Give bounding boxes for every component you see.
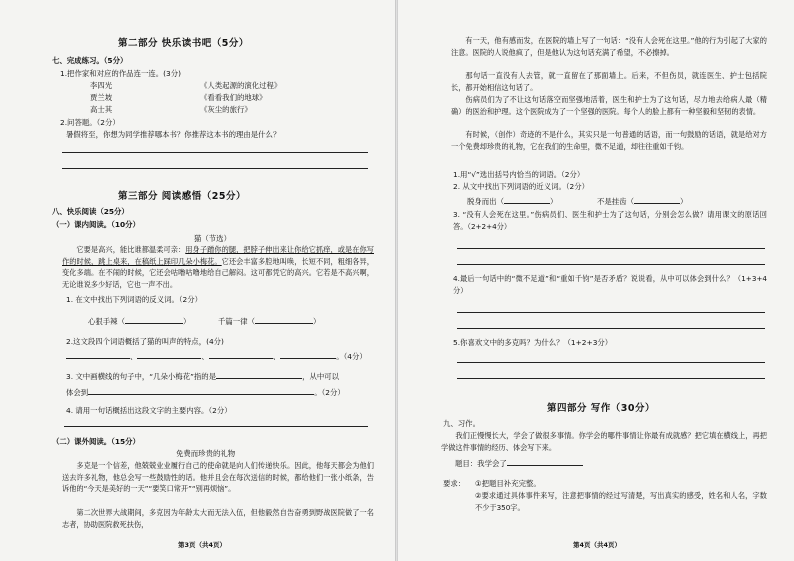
- answer-line: [457, 312, 765, 313]
- q9-topic-blank[interactable]: [507, 457, 583, 466]
- rq4: 4.最后一句话中的“微不足道”和“重如千钧”是否矛盾？说说看，从中可以体会到什么？（1+3+4分）: [453, 274, 767, 295]
- rq2: 2. 从文中找出下列词语的近义词。（2分）: [453, 182, 590, 191]
- page-footer: 第4页（共4页）: [573, 541, 622, 549]
- answer-line: [457, 362, 765, 363]
- page-4: [397, 0, 794, 561]
- q1: 1. 在文中找出下列词语的反义词。（2分）: [66, 295, 203, 304]
- part3-heading: 第三部分 阅读感悟（25分）: [118, 191, 247, 202]
- answer-line: [457, 264, 765, 265]
- part4-heading: 第四部分 写作（30分）: [547, 403, 656, 414]
- author-3: 高士其: [90, 105, 113, 114]
- req-2: ②要求通过具体事件来写，注意把事情的经过写清楚，写出真实的感受，姓名和人名，字数不少于350字。: [475, 491, 767, 512]
- q2-blanks: 、 、 、 。（4分）: [66, 350, 367, 362]
- answer-line: [457, 248, 765, 249]
- q7-title: 七、完成练习。（5分）: [52, 56, 128, 65]
- passage-p2: 那句话一直没有人去管，就一直留在了那面墙上。后来，不但伤员，就连医生、护士包括院长，都开始相信这句话了。: [451, 71, 767, 92]
- rq5: 5.你喜欢文中的多克吗？为什么？（1+2+3分）: [453, 338, 613, 347]
- q3-blank-2[interactable]: [88, 386, 314, 395]
- passage2-p2: 第二次世界大战期间，多克因为年龄太大而无法入伍，但他毅然自告奋勇到野战医院做了一名志者，协助医院救死扶伤，: [62, 508, 374, 529]
- work-2: 《看看我们的地球》: [200, 93, 267, 102]
- q8-title: 八、快乐阅读（25分）: [52, 207, 129, 216]
- passage2-p1: 多克是一个信差，他兢兢业业履行自己的使命就是向人们传递快乐。因此，他每天都会为他们送去许多礼物，他总会写一些鼓励性的话。他并且会在每次送信的时候，都给他们一张小纸条，告诉他的“今天是美好的一天”“要笑口常开”“别再烦恼”。: [62, 461, 374, 494]
- author-2: 贾兰坡: [90, 93, 113, 102]
- rq2-blank-1[interactable]: [504, 195, 550, 204]
- passage1: [62, 244, 374, 290]
- passage1-title: 猫（节选）: [194, 234, 231, 243]
- author-1: 李四光: [90, 81, 113, 90]
- q9-text: 我们正慢慢长大，学会了做很多事情。你学会的哪件事情让你最有成就感？把它填在横线上，再把学做这件事情的经历、体会写下来。: [441, 431, 767, 452]
- rq2-blank-2[interactable]: [634, 195, 680, 204]
- q2-blank-2[interactable]: [137, 350, 201, 359]
- q1-word-1: 心狠手辣（ ）: [88, 317, 191, 326]
- sec2-title: （二）课外阅读。（15分）: [52, 437, 140, 446]
- q4: 4. 请用一句话概括出这段文字的主要内容。（2分）: [66, 406, 232, 415]
- q1-word-2: 千篇一律（ ）: [218, 317, 321, 326]
- answer-line: [62, 152, 368, 153]
- answer-line: [457, 378, 765, 379]
- q9-topic: 题目：我学会了: [455, 457, 583, 469]
- passage-p4: 有时候，（创作）奇迹的不是什么，其实只是一句普通的话语，而一句鼓励的话语，就是给对方一个免费却珍贵的礼物，它在我们的生命里，微不足道，却往往重如千钧。: [451, 130, 767, 151]
- q3-blank-1[interactable]: [216, 370, 302, 379]
- passage1-underlined: 用身子蹭你的腿，把脖子伸出来让你给它抓痒，或是在你写作的时候，跳上桌来，在稿纸上踩印几朵小梅花。: [62, 245, 374, 266]
- answer-line: [457, 328, 765, 329]
- passage-p3: 伤病员们为了不让这句话落空而坚强地活着，医生和护士为了这句话，尽力地去给病人最（精确）的医治和护理。这个医院成为了一个坚强的医院。每个人的脸上都有一种坚毅和坚韧的表情。: [451, 95, 767, 116]
- passage-p1: 有一天，他有感而发，在医院的墙上写了一句话：“没有人会死在这里。”他的行为引起了大家的注意。医院的人说他疯了，但是他认为这句话充满了希望，不必擦掉。: [451, 36, 767, 57]
- answer-line: [64, 426, 368, 427]
- sec1-title: （一）课内阅读。（10分）: [52, 220, 140, 229]
- q1-blank-2[interactable]: [255, 315, 313, 324]
- q7-1: 1.把作家和对应的作品连一连。(3分): [60, 69, 181, 78]
- q2: 2.这文段四个词语概括了猫的叫声的特点，(4分): [66, 337, 224, 346]
- q7-2: 2.问答题。（2分）: [60, 118, 120, 127]
- part2-heading: 第二部分 快乐读书吧（5分）: [118, 38, 249, 49]
- q2-blank-1[interactable]: [66, 350, 130, 359]
- rq1: 1.用“√”选出括号内恰当的词语。（2分）: [453, 170, 585, 179]
- q9-title: 九、习作。: [443, 419, 480, 428]
- q2-blank-4[interactable]: [280, 350, 336, 359]
- work-3: 《灰尘的旅行》: [200, 105, 252, 114]
- q3: 3. 文中画横线的句子中，“几朵小梅花”指的是 ，从中可以: [66, 372, 340, 381]
- rq2-word-2: 不是挂齿（ ）: [597, 197, 688, 206]
- passage1-text-b: 它还会丰富多腔地叫唤，长短不同，粗细各异，变化多端。在不闹的时候，它还会咕噜咕噜地给自己解闷。这可都凭它的高兴。它若是不高兴啊，无论谁说多少好话，它也一声不出。: [62, 256, 374, 289]
- req-1: ①把题目补充完整。: [475, 479, 541, 488]
- rq3: 3. “没有人会死在这里。”伤病员们、医生和护士为了这句话，分别会怎么做？请用课文的原话回答。（2+2+4分）: [453, 210, 767, 231]
- answer-line: [62, 168, 368, 169]
- rq2-word-1: 脱身而出（ ）: [467, 197, 558, 206]
- q1-blank-1[interactable]: [125, 315, 183, 324]
- q7-2-text: 暑假将至，你想为同学推荐哪本书？你推荐这本书的理由是什么？: [66, 130, 281, 139]
- passage2-title: 免费而珍贵的礼物: [176, 449, 236, 458]
- page-footer: 第3页（共4页）: [178, 541, 227, 549]
- req-title: 要求：: [443, 479, 466, 488]
- q3-cont: 体会到 。（2分）: [66, 388, 345, 397]
- work-1: 《人类起源的演化过程》: [200, 81, 282, 90]
- passage1-text-a: 它要是高兴，能比谁都温柔可亲：: [76, 245, 186, 254]
- q2-blank-3[interactable]: [209, 350, 273, 359]
